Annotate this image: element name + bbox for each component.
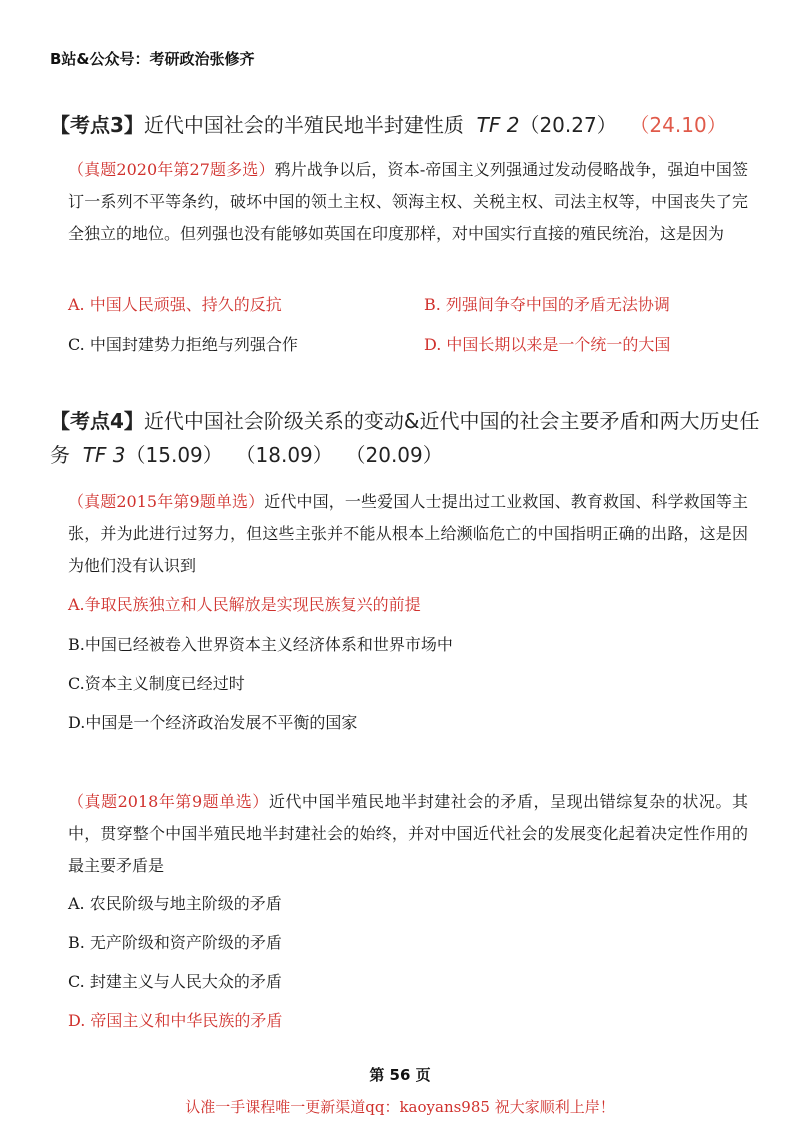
question-2020-27 (68, 154, 748, 250)
section-4-year3: （20.09） (345, 443, 443, 467)
option-a: A.争取民族独立和人民解放是实现民族复兴的前提 (68, 595, 421, 614)
question-body: 近代中国，一些爱国人士提出过工业救国、教育救国、科学救国等主张，并为此进行过努力，但这些主张并不能从根本上给濒临危亡的中国指明正确的出路，这是因为他们没有认识到 (68, 492, 748, 575)
question-2018-9 (68, 786, 748, 882)
question-source: （真题2020年第27题多选） (68, 160, 275, 179)
page-header: B站&公众号：考研政治张修齐 (50, 50, 255, 68)
question-text (68, 154, 748, 250)
question-text (68, 786, 748, 882)
footer-note: 认准一手课程唯一更新渠道qq：kaoyans985 祝大家顺利上岸！ (185, 1098, 615, 1116)
option-b: B. 无产阶级和资产阶级的矛盾 (68, 933, 282, 952)
option-c: C.资本主义制度已经过时 (68, 674, 245, 693)
section-4 (50, 404, 770, 472)
section-4-year2: （18.09） (235, 443, 333, 467)
section-4-tf: TF 3 (82, 443, 126, 467)
page-number: 第 56 页 (369, 1066, 431, 1084)
question-source: （真题2018年第9题单选） (68, 792, 269, 811)
question-body: 近代中国半殖民地半封建社会的矛盾，呈现出错综复杂的状况。其中，贯穿整个中国半殖民地半封建社会的始终，并对中国近代社会的发展变化起着决定性作用的最主要矛盾是 (68, 792, 748, 875)
question-2015-9 (68, 486, 748, 582)
option-c: C. 中国封建势力拒绝与列强合作 (68, 335, 298, 354)
section-3 (50, 108, 770, 142)
section-4-title (50, 404, 770, 472)
question-body: 鸦片战争以后，资本-帝国主义列强通过发动侵略战争，强迫中国签订一系列不平等条约，破坏中国的领土主权、领海主权、关税主权、司法主权等，中国丧失了完全独立的地位。但列强也没有能够如英国在印度那样，对中国实行直接的殖民统治，这是因为 (68, 160, 748, 243)
section-3-title (50, 108, 770, 142)
section-3-tf: TF 2 (476, 113, 520, 137)
section-4-title-text: 近代中国社会阶级关系的变动&近代中国的社会主要矛盾和两大历史任务 (50, 409, 760, 467)
section-3-tag: 【考点3】 (50, 113, 144, 137)
option-b: B. 列强间争夺中国的矛盾无法协调 (424, 295, 670, 314)
option-c: C. 封建主义与人民大众的矛盾 (68, 972, 282, 991)
option-b: B.中国已经被卷入世界资本主义经济体系和世界市场中 (68, 635, 453, 654)
section-3-title-text: 近代中国社会的半殖民地半封建性质 (143, 113, 464, 137)
option-d: D. 帝国主义和中华民族的矛盾 (68, 1011, 283, 1030)
question-source: （真题2015年第9题单选） (68, 492, 265, 511)
section-4-tag: 【考点4】 (50, 409, 144, 433)
question-text (68, 486, 748, 582)
option-a: A. 农民阶级与地主阶级的矛盾 (68, 894, 282, 913)
section-3-year2: （24.10） (629, 113, 727, 137)
option-d: D. 中国长期以来是一个统一的大国 (424, 335, 671, 354)
section-4-year1: （15.09） (125, 443, 223, 467)
option-a: A. 中国人民顽强、持久的反抗 (68, 295, 282, 314)
section-3-year1: （20.27） (519, 113, 617, 137)
option-d: D.中国是一个经济政治发展不平衡的国家 (68, 713, 358, 732)
